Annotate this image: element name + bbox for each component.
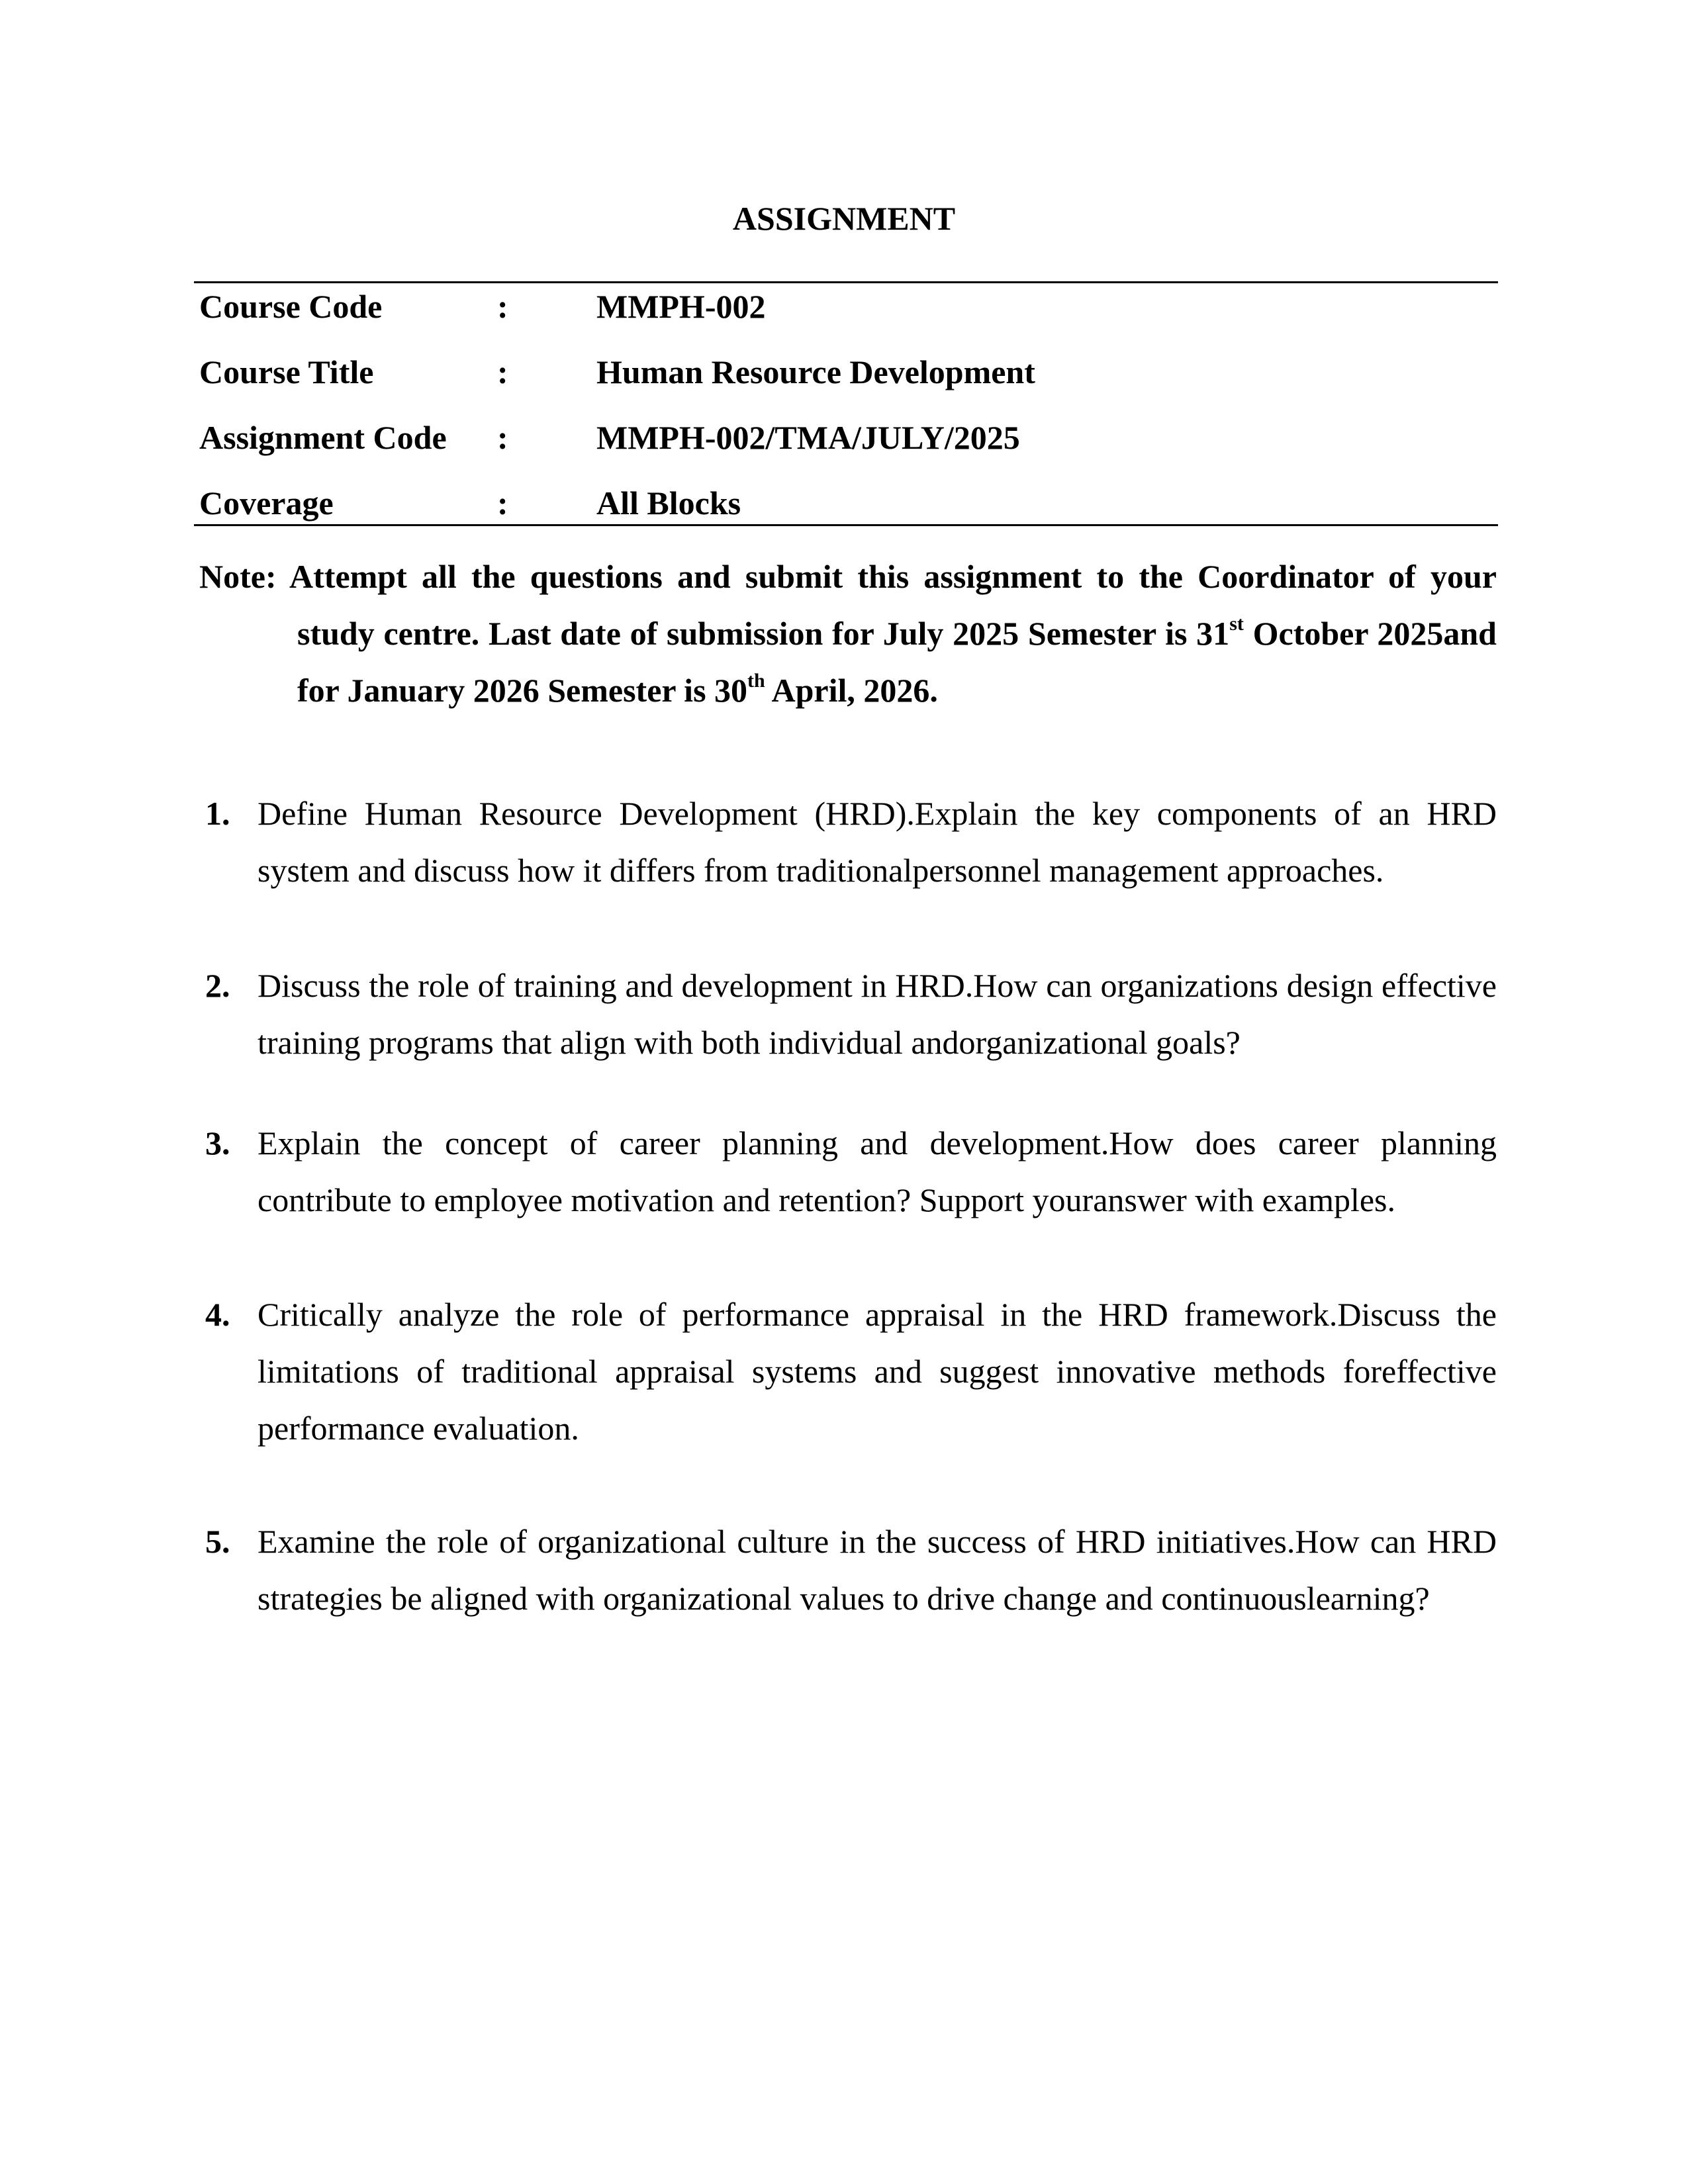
meta-value: MMPH-002 [596,288,766,325]
meta-colon: : [497,484,508,522]
meta-colon: : [497,288,508,325]
question-text: Examine the role of organizational culture in the success of HRD initiatives.How can HRD strategies be aligned with organizational values to drive change and continuouslearning? [258,1523,1497,1617]
meta-row-coverage [199,480,1497,526]
meta-colon: : [497,353,508,390]
question-item [199,1115,1497,1228]
meta-label: Course Title [199,353,374,390]
question-item [199,957,1497,1071]
header-bottom-rule [194,524,1498,526]
meta-row-assignment-code [199,414,1497,461]
meta-value: Human Resource Development [596,353,1035,390]
note-text: April, 2026. [765,672,938,709]
question-text: Define Human Resource Development (HRD).Explain the key components of an HRD system and discuss how it differs from traditionalpersonnel management approaches. [258,795,1497,889]
question-item [199,1286,1497,1457]
submission-note [199,548,1497,719]
note-superscript: th [747,670,765,692]
meta-label: Course Code [199,288,383,325]
question-number: 3. [205,1124,230,1161]
question-text: Critically analyze the role of performance appraisal in the HRD framework.Discuss the limitations of traditional appraisal systems and suggest innovative methods foreffective performance evaluation. [258,1296,1497,1447]
question-number: 4. [205,1296,230,1333]
meta-colon: : [497,419,508,456]
question-item [199,785,1497,899]
note-text: Note: Attempt all the questions and submit this assignment to the Coordinator of your study centre. Last date of submission for July 2025 Semester is 31 [199,558,1497,652]
document-title: ASSIGNMENT [732,200,956,237]
note-superscript: st [1229,613,1244,635]
meta-label: Coverage [199,484,334,522]
meta-row-course-code [199,283,1497,330]
question-text: Explain the concept of career planning and development.How does career planning contribute to employee motivation and retention? Support youranswer with examples. [258,1124,1497,1218]
question-number: 1. [205,795,230,832]
question-number: 2. [205,967,230,1004]
note-text: October 2025and for January 2026 Semester is 30 [297,615,1497,709]
meta-value: MMPH-002/TMA/JULY/2025 [596,419,1020,456]
meta-value: All Blocks [596,484,741,522]
question-item [199,1513,1497,1627]
question-number: 5. [205,1523,230,1560]
meta-row-course-title [199,349,1497,395]
question-text: Discuss the role of training and development in HRD.How can organizations design effective training programs that align with both individual andorganizational goals? [258,967,1497,1061]
meta-label: Assignment Code [199,419,447,456]
